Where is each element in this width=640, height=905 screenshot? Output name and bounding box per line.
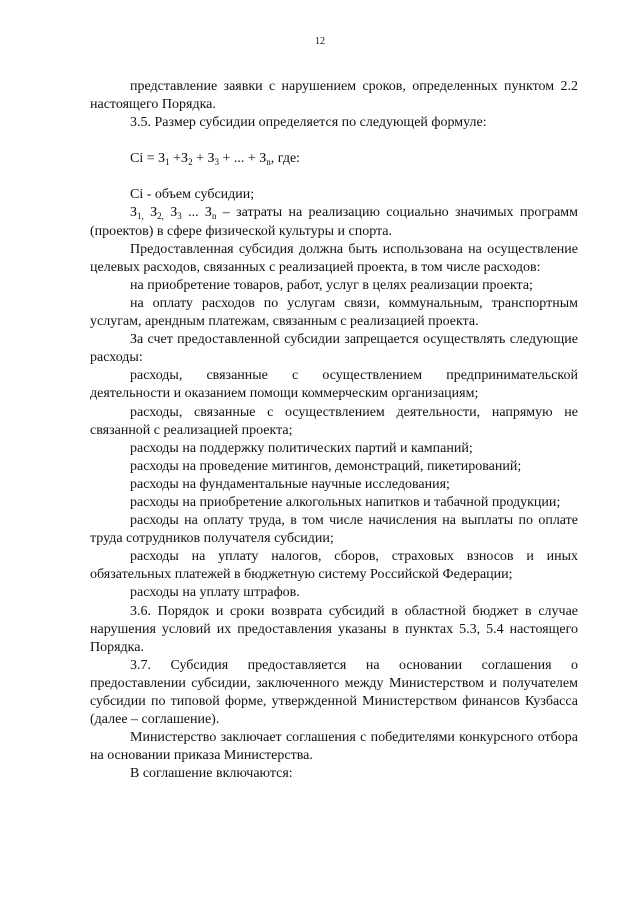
list-item: расходы на проведение митингов, демонстраций, пикетирований;: [130, 458, 522, 474]
paragraph: Министерство заключает соглашения с победителями конкурсного отбора на основании приказа Министерства.: [90, 730, 578, 764]
list-item: на оплату расходов по услугам связи, коммунальным, транспортным услугам, арендным платежам, связанным с реализацией проекта.: [90, 295, 578, 330]
list-item: на приобретение товаров, работ, услуг в целях реализации проекта;: [130, 277, 533, 293]
section-3-5-heading: 3.5. Размер субсидии определяется по следующей формуле:: [130, 115, 487, 131]
list-item: расходы на поддержку политических партий и кампаний;: [130, 440, 473, 456]
list-item: расходы на уплату налогов, сборов, страховых взносов и иных обязательных платежей в бюджетную систему Российской Федерации;: [90, 549, 578, 583]
list-item: расходы на оплату труда, в том числе начисления на выплаты по оплате труда сотрудников получателя субсидии;: [90, 513, 578, 547]
list-item: расходы на уплату штрафов.: [130, 585, 300, 601]
document-body: [90, 78, 578, 783]
list-item: расходы на приобретение алкогольных напитков и табачной продукции;: [130, 494, 561, 510]
page-number: 12: [315, 36, 325, 47]
list-item: расходы на фундаментальные научные исследования;: [130, 476, 450, 492]
paragraph: представление заявки с нарушением сроков, определенных пунктом 2.2 настоящего Порядка.: [90, 79, 578, 113]
section-3-7: 3.7. Субсидия предоставляется на основании соглашения о предоставлении субсидии, заключенного между Министерством и получателем субсидии по типовой форме, утвержденной Министерством финансов Кузбасса (далее – соглашение).: [90, 657, 578, 728]
list-item: расходы, связанные с осуществлением деятельности, напрямую не связанной с реализацией проекта;: [90, 404, 578, 438]
list-item: расходы, связанные с осуществлением предпринимательской деятельности и оказанием помощи коммерческим организациям;: [90, 368, 578, 402]
formula-definition: $З_{1,}$ $З_{2,}$ $З_3$ ... $З_n$ – затраты на реализацию социально значимых программ (проектов) в сфере физической культуры и спорта.: [90, 205, 579, 239]
paragraph: В соглашение включаются:: [130, 766, 293, 782]
formula-definition: Ci - объем субсидии;: [130, 187, 255, 203]
paragraph: За счет предоставленной субсидии запрещается осуществлять следующие расходы:: [90, 332, 578, 366]
section-3-6: 3.6. Порядок и сроки возврата субсидий в областной бюджет в случае нарушения условий их предоставления указаны в пунктах 5.3, 5.4 настоящего Порядка.: [90, 603, 578, 655]
subsidy-formula: $Ci = З_1 +З_2 + З_3$ + ... + $З_n$, где:: [130, 151, 301, 168]
paragraph: Предоставленная субсидия должна быть использована на осуществление целевых расходов, связанных с реализацией проекта, в том числе расходов:: [90, 241, 578, 275]
